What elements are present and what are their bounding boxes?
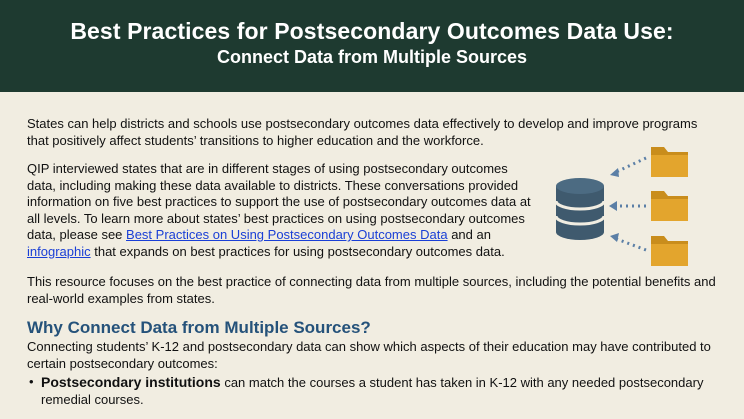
benefits-list xyxy=(27,374,717,408)
list-item xyxy=(29,374,717,408)
intro-paragraph-2 xyxy=(27,161,532,260)
intro-paragraph-2-text: QIP interviewed states that are in different stages of using postsecondary outcomes data, including making these data available to districts. These conversations provided information on five best practices to support the use of postsecondary outcomes data at all levels. To learn more about states’ best practices on using postsecondary outcomes data, please see xyxy=(27,161,531,242)
database-icon xyxy=(556,178,604,240)
folder-icon xyxy=(651,147,688,177)
section-heading: Why Connect Data from Multiple Sources? xyxy=(27,318,371,337)
best-practices-link[interactable]: Best Practices on Using Postsecondary Outcomes Data xyxy=(126,227,448,242)
bullet-strong: Postsecondary institutions xyxy=(41,374,221,390)
intro-paragraph-2-joiner: and an xyxy=(447,227,491,242)
folder-icon xyxy=(651,191,688,221)
intro-paragraph-3: This resource focuses on the best practice of connecting data from multiple sources, including the potential benefits and real-world examples from states. xyxy=(27,274,716,306)
bullet-text: can match the courses a student has taken in K-12 with any needed postsecondary remedial courses. xyxy=(41,375,704,407)
infographic-link[interactable]: infographic xyxy=(27,243,91,259)
bullet-marker: • xyxy=(29,374,34,389)
data-sources-graphic xyxy=(552,144,702,269)
dotted-arrow-icon xyxy=(614,158,646,250)
intro-paragraph-2-tail: that expands on best practices for using postsecondary outcomes data. xyxy=(90,243,505,259)
page-subtitle: Connect Data from Multiple Sources xyxy=(216,47,528,67)
section-lead: Connecting students’ K-12 and postsecondary data can show which aspects of their education may have contributed to certain postsecondary outcomes: xyxy=(27,339,711,371)
page-title: Best Practices for Postsecondary Outcomes Data Use: xyxy=(70,18,674,44)
intro-paragraph-1: States can help districts and schools use postsecondary outcomes data effectively to develop and improve programs that positively affect students’ transitions to higher education and the workforce. xyxy=(27,116,698,148)
folder-icon xyxy=(651,236,688,266)
page-header xyxy=(0,0,744,92)
